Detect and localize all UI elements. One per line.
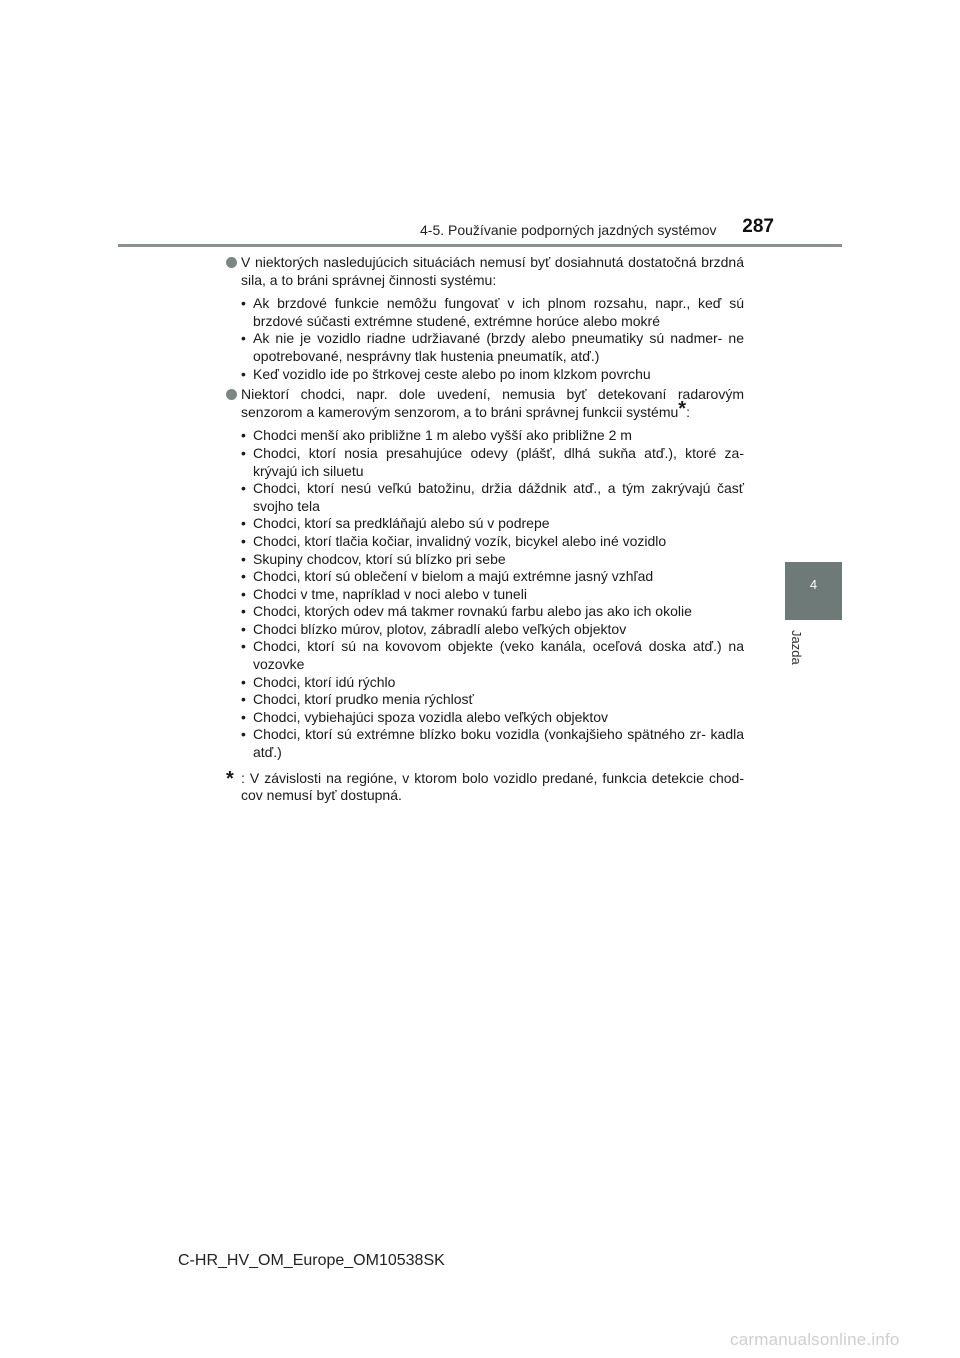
list-item-text: Chodci, ktorí sú oblečení v bielom a majú extrémne jasný vzhľad (253, 568, 654, 585)
main-item-text: V niektorých nasledujúcich situáciách nemusí byť dosiahnutá dostatočná brzdná sila, a to bráni správnej činnosti systému: (241, 254, 744, 288)
list-item (241, 568, 744, 586)
bullet-dot-icon (226, 257, 237, 268)
list-item-text: Chodci blízko múrov, plotov, zábradlí alebo veľkých objektov (253, 620, 627, 637)
bullet-mark: • (241, 532, 246, 549)
main-item-pedestrians (226, 386, 744, 421)
list-item-text: Chodci v tme, napríklad v noci alebo v tuneli (253, 585, 527, 602)
bullet-mark: • (241, 550, 246, 567)
list-item-text: Chodci, ktorí prudko menia rýchlosť (253, 691, 474, 708)
list-item (241, 674, 744, 692)
list-item (241, 330, 744, 365)
bullet-mark: • (241, 330, 246, 347)
list-item (241, 515, 744, 533)
list-item (241, 709, 744, 727)
list-item-text: Chodci menší ako približne 1 m alebo vyšší ako približne 2 m (253, 427, 632, 444)
footnote-star: * (678, 397, 687, 420)
chapter-label: Jazda (789, 630, 804, 665)
page-number: 287 (742, 216, 774, 237)
chapter-number: 4 (809, 577, 818, 592)
list-item-text: Chodci, ktorí nosia presahujúce odevy (plášť, dlhá sukňa atď.), ktoré za- krývajú ich siluetu (253, 444, 744, 479)
document-code: C-HR_HV_OM_Europe_OM10538SK (178, 1252, 445, 1269)
bullet-mark: • (241, 568, 246, 585)
list-item (241, 726, 744, 761)
list-item (241, 638, 744, 673)
list-item-text: Chodci, ktorí tlačia kočiar, invalidný vozík, bicykel alebo iné vozidlo (253, 532, 667, 549)
bullet-mark: • (241, 691, 246, 708)
bullet-mark: • (241, 427, 246, 444)
list-item (241, 445, 744, 480)
bullet-mark: • (241, 585, 246, 602)
footnote (226, 767, 744, 805)
list-item-text: Ak brzdové funkcie nemôžu fungovať v ich plnom rozsahu, napr., keď sú brzdové súčasti extrémne studené, extrémne horúce alebo mokré (253, 295, 744, 329)
list-item-text: Chodci, ktorí sa predkláňajú alebo sú v podrepe (253, 515, 550, 532)
main-item-braking (226, 254, 744, 289)
footnote-star-mark: * (226, 767, 234, 790)
list-item (241, 533, 744, 551)
page-content (226, 254, 744, 805)
bullet-mark: • (241, 295, 246, 312)
list-item (241, 366, 744, 384)
list-item-text: Chodci, ktorých odev má takmer rovnakú farbu alebo jas ako ich okolie (253, 603, 692, 620)
header-rule (118, 244, 842, 247)
list-item-text: Skupiny chodcov, ktorí sú blízko pri sebe (253, 550, 506, 567)
bullet-mark: • (241, 444, 246, 461)
list-item (241, 691, 744, 709)
bullet-dot-icon (226, 389, 237, 400)
bullet-mark: • (241, 365, 246, 382)
sub-list-pedestrians (226, 427, 744, 761)
list-item-text: Chodci, ktorí sú extrémne blízko boku vozidla (vonkajšieho spätného zr- kadla atď.) (253, 726, 744, 761)
bullet-mark: • (241, 726, 246, 743)
bullet-mark: • (241, 638, 246, 655)
list-item-text: Chodci, vybiehajúci spoza vozidla alebo veľkých objektov (253, 708, 609, 725)
list-item (241, 480, 744, 515)
list-item (241, 427, 744, 445)
main-item-tail: : (686, 403, 690, 420)
list-item-text: Keď vozidlo ide po štrkovej ceste alebo po inom klzkom povrchu (253, 365, 651, 382)
list-item-text: Ak nie je vozidlo riadne udržiavané (brzdy alebo pneumatiky sú nadmer- ne opotrebované, nesprávny tlak hustenia pneumatík, atď.) (253, 330, 744, 364)
bullet-mark: • (241, 603, 246, 620)
bullet-mark: • (241, 708, 246, 725)
bullet-mark: • (241, 620, 246, 637)
bullet-mark: • (241, 515, 246, 532)
bullet-mark: • (241, 673, 246, 690)
footnote-text: : V závislosti na regióne, v ktorom bolo vozidlo predané, funkcia detekcie chod- cov nemusí byť dostupná. (241, 769, 744, 804)
bullet-mark: • (241, 480, 246, 497)
list-item-text: Chodci, ktorí nesú veľkú batožinu, držia dáždnik atď., a tým zakrývajú časť svojho tela (253, 480, 744, 514)
header-title: 4-5. Používanie podporných jazdných systémov (420, 222, 717, 238)
main-item-text: Niektorí chodci, napr. dole uvedení, nemusia byť detekovaní radarovým senzorom a kamerovým senzorom, a to bráni správnej funkcii systému (241, 386, 744, 420)
list-item (241, 621, 744, 639)
watermark: carmanualsonline.info (730, 1330, 900, 1349)
sub-list-braking (226, 295, 744, 383)
list-item (241, 603, 744, 621)
list-item (241, 295, 744, 330)
list-item (241, 551, 744, 569)
chapter-tab (785, 562, 842, 620)
list-item-text: Chodci, ktorí sú na kovovom objekte (veko kanála, oceľová doska atď.) na vozovke (253, 638, 744, 673)
list-item (241, 586, 744, 604)
list-item-text: Chodci, ktorí idú rýchlo (253, 673, 396, 690)
